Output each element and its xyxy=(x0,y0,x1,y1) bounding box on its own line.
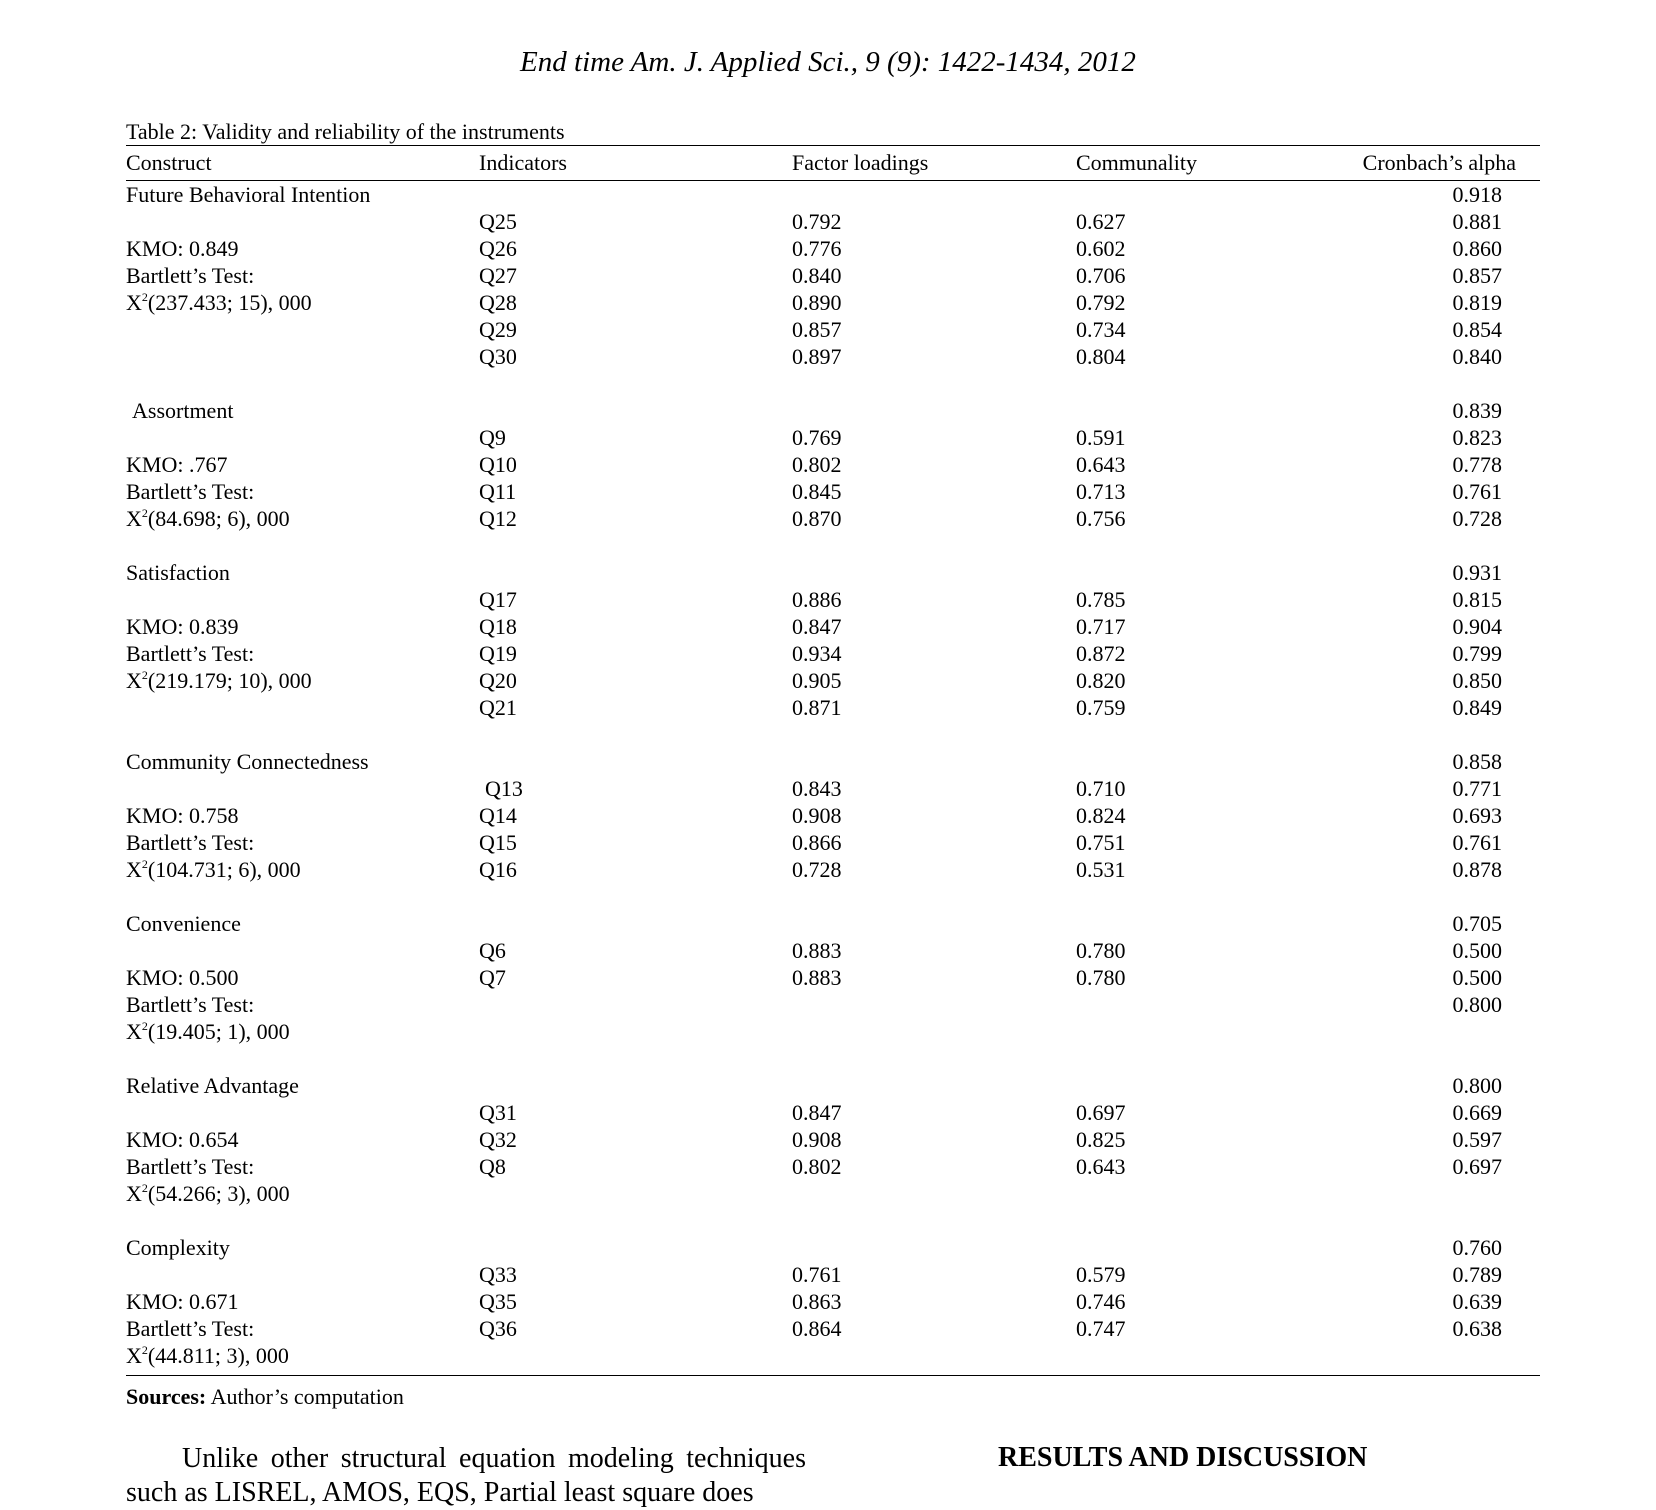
construct-alpha: 0.931 xyxy=(1452,560,1502,585)
indicator-cell: Q31 xyxy=(479,1100,517,1125)
kmo-value: KMO: 0.758 xyxy=(126,803,239,828)
kmo-value: KMO: .767 xyxy=(126,452,228,477)
communality-cell: 0.643 xyxy=(1076,1154,1126,1179)
alpha-cell: 0.860 xyxy=(1452,236,1502,261)
construct-name: Convenience xyxy=(126,911,241,936)
factor-loading-cell: 0.883 xyxy=(792,938,842,963)
factor-loading-cell: 0.845 xyxy=(792,479,842,504)
alpha-cell: 0.849 xyxy=(1452,695,1502,720)
chi-square-text: (104.731; 6), 000 xyxy=(147,857,301,882)
indicator-cell: Q12 xyxy=(479,506,517,531)
column-header-communality: Communality xyxy=(1076,150,1197,175)
communality-cell: 0.710 xyxy=(1076,776,1126,801)
factor-loading-cell: 0.897 xyxy=(792,344,842,369)
indicator-cell: Q33 xyxy=(479,1262,517,1287)
chi-square-text: (54.266; 3), 000 xyxy=(147,1181,290,1206)
chi-square-text: (19.405; 1), 000 xyxy=(147,1019,290,1044)
communality-cell: 0.602 xyxy=(1076,236,1126,261)
factor-loading-cell: 0.864 xyxy=(792,1316,842,1341)
communality-cell: 0.825 xyxy=(1076,1127,1126,1152)
bartlett-label: Bartlett’s Test: xyxy=(126,1154,255,1179)
construct-name: Future Behavioral Intention xyxy=(126,182,371,207)
factor-loading-cell: 0.792 xyxy=(792,209,842,234)
construct-alpha: 0.705 xyxy=(1452,911,1502,936)
indicator-cell: Q18 xyxy=(479,614,517,639)
factor-loading-cell: 0.866 xyxy=(792,830,842,855)
factor-loading-cell: 0.908 xyxy=(792,1127,842,1152)
bartlett-label: Bartlett’s Test: xyxy=(126,830,255,855)
chi-square-text: (219.179; 10), 000 xyxy=(147,668,312,693)
communality-cell: 0.734 xyxy=(1076,317,1126,342)
column-header-indicators: Indicators xyxy=(479,150,567,175)
factor-loading-cell: 0.769 xyxy=(792,425,842,450)
factor-loading-cell: 0.847 xyxy=(792,1100,842,1125)
chi-square-value: $X^2(84.698$; 6), 000 xyxy=(126,506,290,531)
alpha-cell: 0.597 xyxy=(1452,1127,1502,1152)
communality-cell: 0.792 xyxy=(1076,290,1126,315)
communality-cell: 0.804 xyxy=(1076,344,1126,369)
communality-cell: 0.627 xyxy=(1076,209,1126,234)
indicator-cell: Q27 xyxy=(479,263,517,288)
kmo-value: KMO: 0.654 xyxy=(126,1127,239,1152)
factor-loading-cell: 0.905 xyxy=(792,668,842,693)
table-header-rule xyxy=(126,180,1540,181)
indicator-cell: Q32 xyxy=(479,1127,517,1152)
communality-cell: 0.747 xyxy=(1076,1316,1126,1341)
factor-loading-cell: 0.802 xyxy=(792,452,842,477)
indicator-cell: Q30 xyxy=(479,344,517,369)
indicator-cell: Q15 xyxy=(479,830,517,855)
chi-square-value: $X^2(19.405$; 1), 000 xyxy=(126,1019,290,1044)
alpha-cell: 0.761 xyxy=(1452,479,1502,504)
chi-square-value: $X^2(44.811$; 3), 000 xyxy=(126,1343,289,1368)
communality-cell: 0.872 xyxy=(1076,641,1126,666)
alpha-cell: 0.800 xyxy=(1452,992,1502,1017)
communality-cell: 0.759 xyxy=(1076,695,1126,720)
alpha-cell: 0.819 xyxy=(1452,290,1502,315)
running-header: End time Am. J. Applied Sci., 9 (9): 1422-1434, 2012 xyxy=(520,46,1136,78)
indicator-cell: Q25 xyxy=(479,209,517,234)
factor-loading-cell: 0.843 xyxy=(792,776,842,801)
alpha-cell: 0.500 xyxy=(1452,938,1502,963)
bartlett-label: Bartlett’s Test: xyxy=(126,1316,255,1341)
body-paragraph: Unlike other structural equation modeling techniques such as LISREL, AMOS, EQS, Partial least square does xyxy=(126,1443,806,1508)
indicator-cell: Q9 xyxy=(479,425,506,450)
indicator-cell: Q26 xyxy=(479,236,517,261)
factor-loading-cell: 0.871 xyxy=(792,695,842,720)
alpha-cell: 0.500 xyxy=(1452,965,1502,990)
communality-cell: 0.756 xyxy=(1076,506,1126,531)
construct-name: Assortment xyxy=(132,398,234,423)
sources-text: Author’s computation xyxy=(210,1384,404,1409)
indicator-cell: Q19 xyxy=(479,641,517,666)
alpha-cell: 0.904 xyxy=(1452,614,1502,639)
construct-name: Relative Advantage xyxy=(126,1073,299,1098)
bartlett-label: Bartlett’s Test: xyxy=(126,641,255,666)
indicator-cell: Q11 xyxy=(479,479,517,504)
indicator-cell: Q29 xyxy=(479,317,517,342)
factor-loading-cell: 0.908 xyxy=(792,803,842,828)
factor-loading-cell: 0.934 xyxy=(792,641,842,666)
factor-loading-cell: 0.847 xyxy=(792,614,842,639)
factor-loading-cell: 0.886 xyxy=(792,587,842,612)
communality-cell: 0.780 xyxy=(1076,938,1126,963)
alpha-cell: 0.854 xyxy=(1452,317,1502,342)
kmo-value: KMO: 0.500 xyxy=(126,965,239,990)
alpha-cell: 0.823 xyxy=(1452,425,1502,450)
column-header-construct: Construct xyxy=(126,150,212,175)
alpha-cell: 0.669 xyxy=(1452,1100,1502,1125)
communality-cell: 0.643 xyxy=(1076,452,1126,477)
construct-alpha: 0.858 xyxy=(1452,749,1502,774)
factor-loading-cell: 0.840 xyxy=(792,263,842,288)
alpha-cell: 0.878 xyxy=(1452,857,1502,882)
alpha-cell: 0.789 xyxy=(1452,1262,1502,1287)
table-top-rule xyxy=(126,145,1540,146)
factor-loading-cell: 0.890 xyxy=(792,290,842,315)
kmo-value: KMO: 0.671 xyxy=(126,1289,239,1314)
indicator-cell: Q13 xyxy=(485,776,523,801)
communality-cell: 0.751 xyxy=(1076,830,1126,855)
indicator-cell: Q8 xyxy=(479,1154,506,1179)
communality-cell: 0.824 xyxy=(1076,803,1126,828)
construct-alpha: 0.760 xyxy=(1452,1235,1502,1260)
construct-alpha: 0.839 xyxy=(1452,398,1502,423)
alpha-cell: 0.728 xyxy=(1452,506,1502,531)
chi-square-text: (44.811; 3), 000 xyxy=(147,1343,289,1368)
sources-label: Sources: xyxy=(126,1384,207,1409)
chi-square-value: $X^2(104.731$; 6), 000 xyxy=(126,857,301,882)
communality-cell: 0.717 xyxy=(1076,614,1126,639)
bartlett-label: Bartlett’s Test: xyxy=(126,992,255,1017)
alpha-cell: 0.778 xyxy=(1452,452,1502,477)
factor-loading-cell: 0.883 xyxy=(792,965,842,990)
alpha-cell: 0.850 xyxy=(1452,668,1502,693)
chi-square-value: $X^2(219.179$; 10), 000 xyxy=(126,668,312,693)
factor-loading-cell: 0.728 xyxy=(792,857,842,882)
table-sources xyxy=(126,1384,404,1410)
kmo-value: KMO: 0.849 xyxy=(126,236,239,261)
indicator-cell: Q6 xyxy=(479,938,506,963)
alpha-cell: 0.771 xyxy=(1452,776,1502,801)
alpha-cell: 0.761 xyxy=(1452,830,1502,855)
column-header-factor-loadings: Factor loadings xyxy=(792,150,929,175)
alpha-cell: 0.881 xyxy=(1452,209,1502,234)
table-caption: Table 2: Validity and reliability of the instruments xyxy=(126,119,565,144)
alpha-cell: 0.639 xyxy=(1452,1289,1502,1314)
construct-name: Satisfaction xyxy=(126,560,230,585)
kmo-value: KMO: 0.839 xyxy=(126,614,239,639)
indicator-cell: Q17 xyxy=(479,587,517,612)
communality-cell: 0.820 xyxy=(1076,668,1126,693)
chi-square-text: (84.698; 6), 000 xyxy=(147,506,290,531)
communality-cell: 0.746 xyxy=(1076,1289,1126,1314)
communality-cell: 0.780 xyxy=(1076,965,1126,990)
construct-alpha: 0.800 xyxy=(1452,1073,1502,1098)
communality-cell: 0.591 xyxy=(1076,425,1126,450)
communality-cell: 0.531 xyxy=(1076,857,1126,882)
factor-loading-cell: 0.857 xyxy=(792,317,842,342)
section-heading: RESULTS AND DISCUSSION xyxy=(998,1442,1368,1473)
indicator-cell: Q10 xyxy=(479,452,517,477)
alpha-cell: 0.697 xyxy=(1452,1154,1502,1179)
indicator-cell: Q28 xyxy=(479,290,517,315)
alpha-cell: 0.693 xyxy=(1452,803,1502,828)
factor-loading-cell: 0.776 xyxy=(792,236,842,261)
alpha-cell: 0.638 xyxy=(1452,1316,1502,1341)
bartlett-label: Bartlett’s Test: xyxy=(126,479,255,504)
alpha-cell: 0.815 xyxy=(1452,587,1502,612)
indicator-cell: Q16 xyxy=(479,857,517,882)
chi-square-value: $X^2(237.433$; 15), 000 xyxy=(126,290,312,315)
chi-square-text: (237.433; 15), 000 xyxy=(147,290,312,315)
indicator-cell: Q35 xyxy=(479,1289,517,1314)
indicator-cell: Q20 xyxy=(479,668,517,693)
communality-cell: 0.713 xyxy=(1076,479,1126,504)
construct-name: Community Connectedness xyxy=(126,749,369,774)
indicator-cell: Q14 xyxy=(479,803,517,828)
bartlett-label: Bartlett’s Test: xyxy=(126,263,255,288)
chi-square-value: $X^2(54.266$; 3), 000 xyxy=(126,1181,290,1206)
indicator-cell: Q36 xyxy=(479,1316,517,1341)
indicator-cell: Q21 xyxy=(479,695,517,720)
construct-name: Complexity xyxy=(126,1235,230,1260)
factor-loading-cell: 0.863 xyxy=(792,1289,842,1314)
factor-loading-cell: 0.802 xyxy=(792,1154,842,1179)
communality-cell: 0.785 xyxy=(1076,587,1126,612)
alpha-cell: 0.840 xyxy=(1452,344,1502,369)
alpha-cell: 0.799 xyxy=(1452,641,1502,666)
factor-loading-cell: 0.870 xyxy=(792,506,842,531)
communality-cell: 0.697 xyxy=(1076,1100,1126,1125)
table-bottom-rule xyxy=(126,1375,1540,1376)
communality-cell: 0.706 xyxy=(1076,263,1126,288)
column-header-cronbach-alpha: Cronbach’s alpha xyxy=(1362,150,1516,175)
communality-cell: 0.579 xyxy=(1076,1262,1126,1287)
construct-alpha: 0.918 xyxy=(1452,182,1502,207)
factor-loading-cell: 0.761 xyxy=(792,1262,842,1287)
indicator-cell: Q7 xyxy=(479,965,506,990)
alpha-cell: 0.857 xyxy=(1452,263,1502,288)
